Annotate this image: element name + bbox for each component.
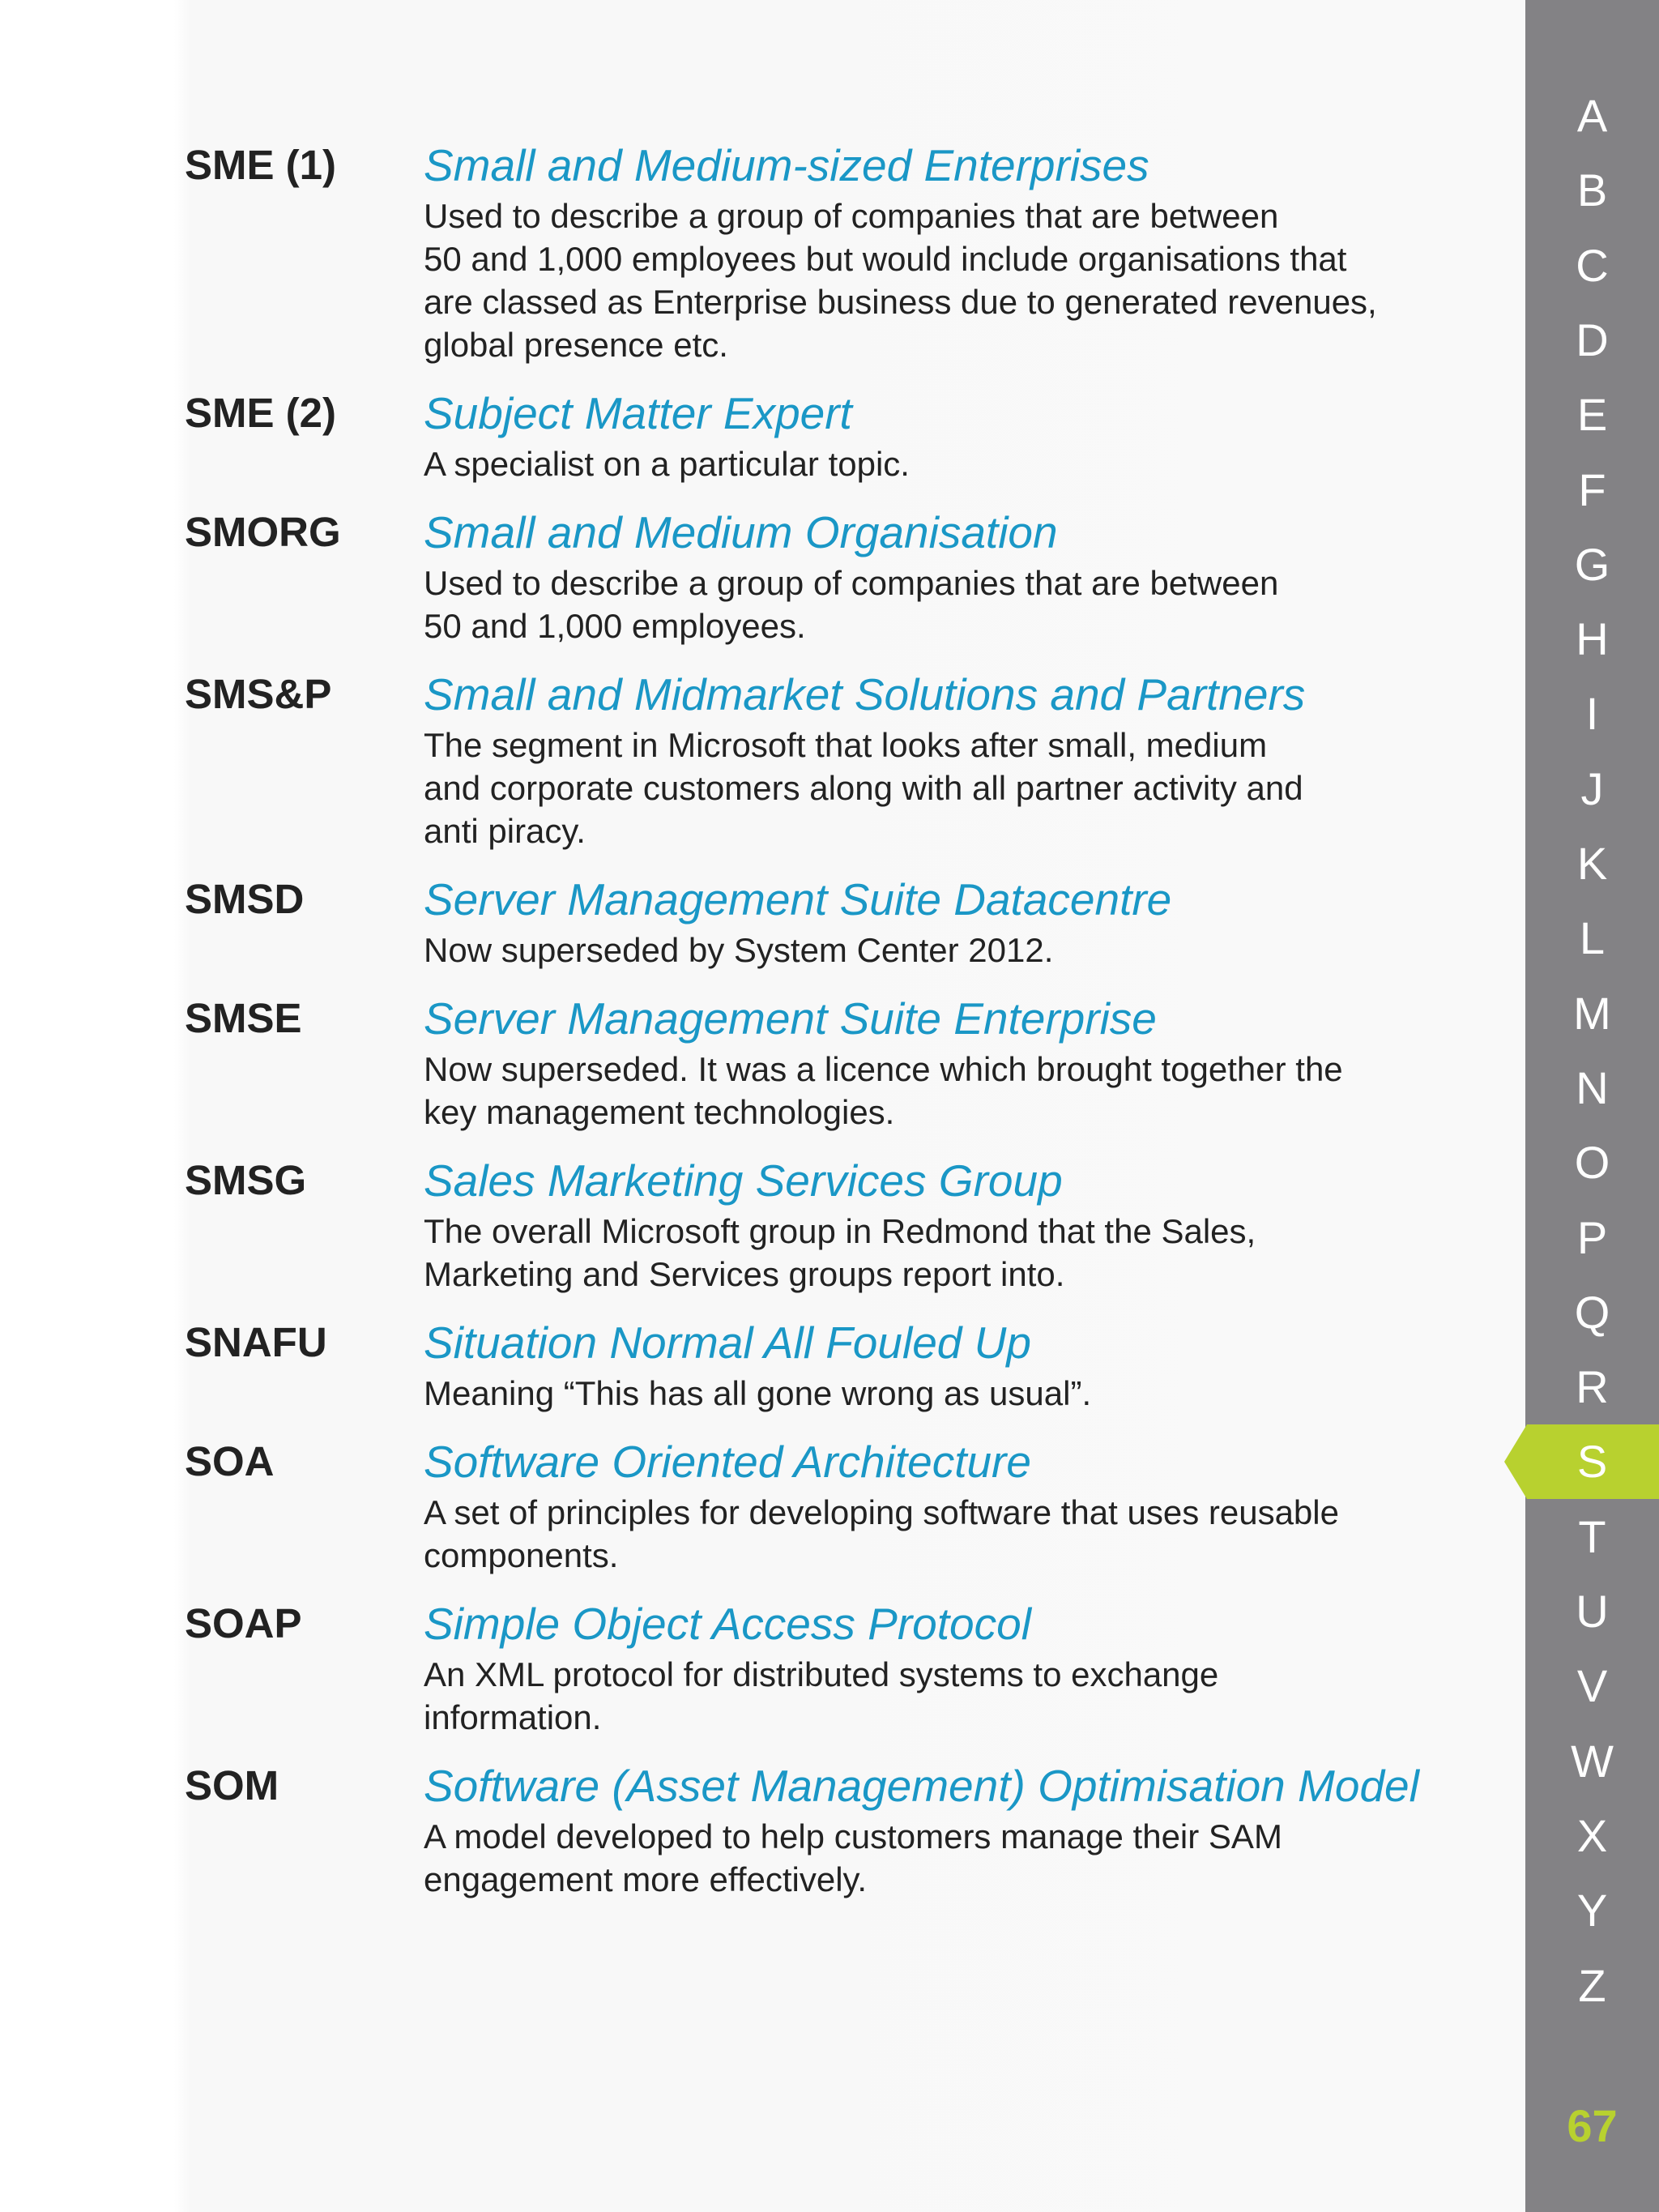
entry-expansion: Software Oriented Architecture <box>424 1437 1031 1487</box>
index-letter-s[interactable]: S <box>1576 1436 1608 1487</box>
index-letter-g[interactable]: G <box>1574 539 1610 590</box>
entry-description: A specialist on a particular topic. <box>424 445 910 483</box>
index-letter-o[interactable]: O <box>1574 1137 1610 1188</box>
index-letter-q[interactable]: Q <box>1574 1287 1610 1338</box>
entry-description: The segment in Microsoft that looks after small, medium and corporate customers along with all partner activity and anti piracy. <box>424 726 1303 850</box>
glossary-entries <box>185 139 1481 1901</box>
entry-expansion: Subject Matter Expert <box>424 388 852 438</box>
index-letter-y[interactable]: Y <box>1576 1885 1608 1936</box>
entry-abbreviation: SME (1) <box>185 142 337 188</box>
entry-abbreviation: SMSD <box>185 876 305 922</box>
index-letter-i[interactable]: I <box>1585 688 1599 739</box>
entry-expansion: Simple Object Access Protocol <box>424 1599 1031 1649</box>
glossary-entry <box>185 1760 1481 1901</box>
index-letter-c[interactable]: C <box>1576 240 1609 291</box>
entry-description: A model developed to help customers manage their SAM engagement more effectively. <box>424 1817 1282 1898</box>
entry-expansion: Situation Normal All Fouled Up <box>424 1317 1031 1368</box>
entry-definition <box>424 387 1481 485</box>
glossary-entry <box>185 1317 1481 1415</box>
index-letter-a[interactable]: A <box>1576 90 1608 141</box>
entry-abbreviation: SOM <box>185 1762 279 1808</box>
glossary-entry <box>185 1598 1481 1739</box>
index-letter-v[interactable]: V <box>1576 1660 1608 1711</box>
index-letter-f[interactable]: F <box>1578 464 1606 515</box>
entry-abbreviation: SNAFU <box>185 1319 327 1365</box>
index-letter-z[interactable]: Z <box>1578 1960 1606 2011</box>
entry-expansion: Small and Medium-sized Enterprises <box>424 140 1149 190</box>
entry-definition <box>424 668 1481 852</box>
entry-expansion: Sales Marketing Services Group <box>424 1155 1063 1206</box>
glossary-entry <box>185 873 1481 971</box>
entry-abbreviation: SOA <box>185 1438 275 1484</box>
alphabet-index-sidebar <box>1525 0 1659 2212</box>
entry-description: An XML protocol for distributed systems to exchange information. <box>424 1655 1219 1736</box>
entry-abbreviation: SMORG <box>185 509 341 555</box>
entry-definition <box>424 1760 1481 1901</box>
glossary-entry <box>185 1436 1481 1577</box>
entry-abbreviation: SMS&P <box>185 671 332 717</box>
entry-abbreviation: SME (2) <box>185 390 337 436</box>
entry-description: Used to describe a group of companies that are between 50 and 1,000 employees but would include organisations that are classed as Enterprise business due to generated revenues, global presence etc. <box>424 197 1377 364</box>
index-letter-b[interactable]: B <box>1576 164 1608 216</box>
entry-description: Now superseded. It was a licence which brought together the key management technologies. <box>424 1050 1343 1131</box>
glossary-entry <box>185 139 1481 366</box>
entry-expansion: Software (Asset Management) Optimisation Model <box>424 1761 1419 1811</box>
entry-expansion: Server Management Suite Datacentre <box>424 874 1172 925</box>
index-letter-x[interactable]: X <box>1576 1810 1608 1861</box>
index-letter-t[interactable]: T <box>1578 1511 1606 1562</box>
entry-definition <box>424 1598 1481 1739</box>
page-number: 67 <box>1567 2100 1618 2151</box>
index-letter-d[interactable]: D <box>1576 314 1609 365</box>
entry-description: The overall Microsoft group in Redmond that the Sales, Marketing and Services groups report into. <box>424 1212 1256 1293</box>
index-letter-l[interactable]: L <box>1579 912 1606 963</box>
glossary-entry <box>185 993 1481 1134</box>
index-letter-j[interactable]: J <box>1580 763 1604 814</box>
entry-definition <box>424 1317 1481 1415</box>
entry-definition <box>424 139 1481 366</box>
index-letter-n[interactable]: N <box>1576 1062 1609 1113</box>
index-letter-w[interactable]: W <box>1571 1736 1614 1787</box>
entry-definition <box>424 1155 1481 1296</box>
index-letter-m[interactable]: M <box>1573 988 1611 1039</box>
entry-abbreviation: SMSG <box>185 1157 307 1203</box>
index-letter-r[interactable]: R <box>1576 1361 1609 1412</box>
entry-abbreviation: SOAP <box>185 1600 302 1646</box>
entry-description: A set of principles for developing software that uses reusable components. <box>424 1493 1339 1574</box>
entry-definition <box>424 993 1481 1134</box>
glossary-entry <box>185 506 1481 647</box>
entry-expansion: Server Management Suite Enterprise <box>424 993 1157 1044</box>
entry-description: Used to describe a group of companies that are between 50 and 1,000 employees. <box>424 564 1279 645</box>
index-letter-k[interactable]: K <box>1576 838 1608 889</box>
index-letter-h[interactable]: H <box>1576 613 1609 664</box>
glossary-entry <box>185 1155 1481 1296</box>
index-letter-e[interactable]: E <box>1576 389 1608 440</box>
index-letter-u[interactable]: U <box>1576 1586 1609 1637</box>
glossary-entry <box>185 668 1481 852</box>
entry-definition <box>424 1436 1481 1577</box>
glossary-entry <box>185 387 1481 485</box>
entry-definition <box>424 873 1481 971</box>
entry-abbreviation: SMSE <box>185 995 302 1041</box>
entry-definition <box>424 506 1481 647</box>
entry-description: Meaning “This has all gone wrong as usual”. <box>424 1374 1092 1412</box>
index-letter-p[interactable]: P <box>1576 1212 1608 1263</box>
entry-expansion: Small and Midmarket Solutions and Partners <box>424 669 1306 720</box>
entry-expansion: Small and Medium Organisation <box>424 507 1058 557</box>
entry-description: Now superseded by System Center 2012. <box>424 931 1054 969</box>
